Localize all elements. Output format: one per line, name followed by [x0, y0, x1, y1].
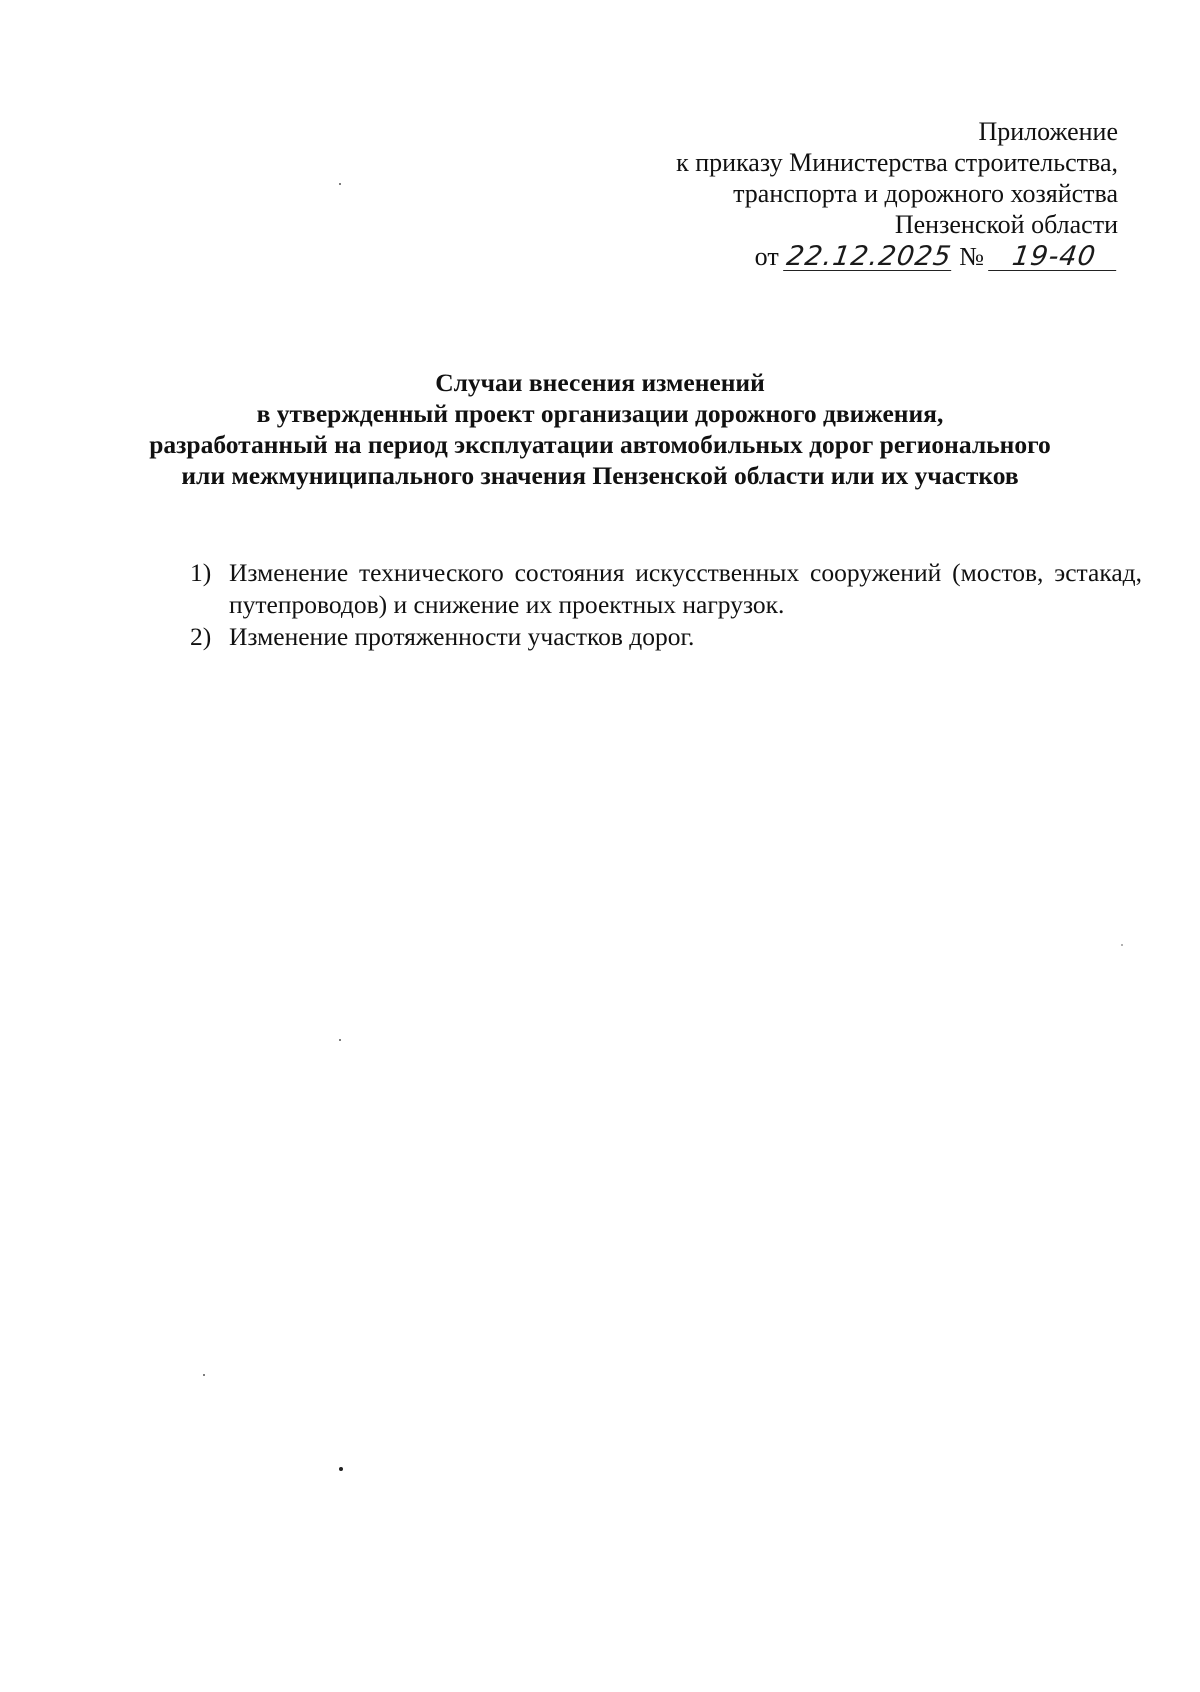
- order-date-handwritten: 22.12.2025: [784, 241, 954, 272]
- document-title: [0, 367, 1200, 491]
- scan-speck: [203, 1374, 205, 1376]
- scan-speck: [339, 183, 341, 185]
- order-date-line: [676, 241, 1118, 272]
- scan-speck: [339, 1039, 341, 1041]
- appendix-ministry: транспорта и дорожного хозяйства: [733, 179, 1118, 208]
- list-item-number: 2): [190, 622, 212, 651]
- title-line-2: в утвержденный проект организации дорожного движения,: [256, 399, 944, 428]
- list-item-text: Изменение технического состояния искусственных сооружений (мостов, эстакад, путепроводов) и снижение их проектных нагрузок.: [229, 558, 1142, 619]
- list-item: [190, 621, 1142, 653]
- title-line-1: Случаи внесения изменений: [435, 368, 765, 397]
- appendix-order-ref: к приказу Министерства строительства,: [676, 148, 1118, 177]
- list-item: [190, 557, 1142, 621]
- appendix-header: [676, 116, 1118, 272]
- order-number-handwritten: 19-40: [988, 244, 1120, 271]
- scan-speck: [1121, 944, 1123, 946]
- appendix-title: Приложение: [978, 117, 1118, 146]
- list-item-text: Изменение протяженности участков дорог.: [229, 622, 695, 651]
- title-line-3: разработанный на период эксплуатации автомобильных дорог регионального: [149, 430, 1051, 459]
- date-prefix: от: [754, 242, 779, 271]
- cases-list: [190, 557, 1142, 653]
- title-line-4: или межмуниципального значения Пензенской области или их участков: [181, 461, 1019, 490]
- list-item-number: 1): [190, 558, 212, 587]
- appendix-region: Пензенской области: [894, 210, 1118, 239]
- scan-speck: [339, 1467, 343, 1471]
- number-sign: №: [959, 242, 984, 271]
